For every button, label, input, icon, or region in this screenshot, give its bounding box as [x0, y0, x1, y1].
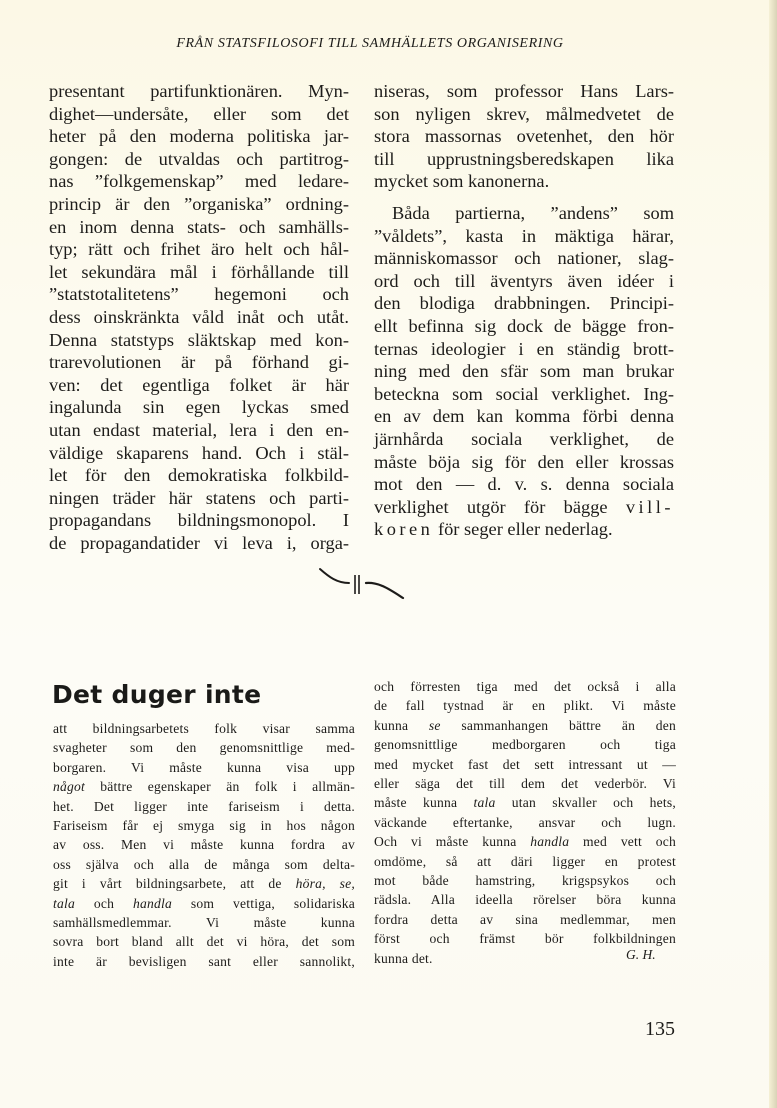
text-line: Fariseism får ej smyga sig in hos någon — [53, 818, 355, 834]
text-line: Båda partierna, ”andens” som — [392, 202, 674, 223]
text-line: omdöme, så att däri ligger en protest — [374, 853, 676, 869]
author-signature: G. H. — [626, 947, 656, 962]
article-headline: Det duger inte — [52, 680, 262, 709]
text-line: Denna statstyps släktskap med kon- — [49, 329, 349, 350]
text-line: en av dem kan komma förbi denna — [374, 406, 674, 427]
text-line: dess oinskränkta våld inåt och utåt. — [49, 306, 349, 327]
text-line: gongen: de utvaldas och partitrog- — [49, 148, 349, 169]
text-line: het. Det ligger inte fariseism i detta. — [53, 798, 355, 814]
text-line: den blodiga drabbningen. Principi- — [374, 293, 674, 314]
text-line: let sekundära mål i förhållande till — [49, 261, 349, 282]
text-line: verklighet utgör för bägge vill- — [374, 496, 674, 517]
text-line: ingalunda sin egen lyckas smed — [49, 397, 349, 418]
text-line: son nyligen skrev, målmedvetet de — [374, 103, 674, 124]
text-line: av oss. Men vi måste kunna fordra av — [53, 837, 355, 853]
text-line: först och främst bör folkbildningen — [374, 931, 676, 947]
text-line: måste böja sig för den eller krossas — [374, 451, 674, 472]
text-line: kunna se sammanhangen bättre än den — [374, 717, 676, 733]
text-line: mot den — d. v. s. denna sociala — [374, 474, 674, 495]
text-line: let för den demokratiska folkbild- — [49, 465, 349, 486]
spaced-emphasis: vill- — [625, 496, 674, 517]
text-line: de fall tystnad är en plikt. Vi måste — [374, 698, 676, 714]
spaced-emphasis: koren — [374, 519, 434, 540]
text-line: utan endast material, lera i den en- — [49, 419, 349, 440]
text-line: niseras, som professor Hans Lars- — [374, 81, 674, 101]
text-line: princip är den ”organiska” ordning- — [49, 193, 349, 214]
text-line: git i vårt bildningsarbete, att de höra, se, — [53, 876, 355, 892]
text-line: samhällsmedlemmar. Vi måste kunna — [53, 915, 355, 931]
section-divider-ornament-icon — [315, 563, 410, 603]
page-number: 135 — [645, 1018, 675, 1040]
text-line: ”statstotalitetens” hegemoni och — [49, 284, 349, 305]
text-line: ningen träder här statens och parti- — [49, 487, 349, 508]
text-line: ternas ideologier i en ständig brott- — [374, 338, 674, 359]
text-line: mycket som kanonerna. — [374, 171, 550, 192]
text-line: med mycket fast det sett intressant ut — — [374, 756, 676, 772]
text-line: sovra bort bland allt det vi höra, det som — [53, 934, 355, 950]
text-line: beteckna som social verklighet. Ing- — [374, 383, 674, 404]
text-line: till upprustningsberedskapen lika — [374, 148, 674, 169]
text-line: nas ”folkgemenskap” med ledare- — [49, 171, 349, 192]
article-left-column — [53, 719, 355, 971]
text-line: rädsla. Alla ideella rörelser böra kunna — [374, 892, 676, 908]
upper-left-column — [49, 80, 349, 554]
upper-right-column — [374, 80, 674, 541]
text-line: väckande eftertanke, ansvar och lugn. — [374, 814, 676, 830]
text-line: ellt befinna sig dock de bägge fron- — [374, 315, 674, 336]
text-line: svagheter som den genomsnittlige med- — [53, 740, 355, 756]
text-line: ”våldets”, kasta in mäktiga härar, — [374, 225, 674, 246]
text-line: trarevolutionen är på förhand gi- — [49, 352, 349, 373]
text-line: järnhårda sociala verklighet, de — [374, 428, 674, 449]
text-line: inte är bevisligen sant eller sannolikt, — [53, 953, 355, 969]
text-line: måste kunna tala utan skvaller och hets, — [374, 795, 676, 811]
text-line: typ; rätt och frihet äro helt och hål- — [49, 239, 349, 260]
article-right-column — [374, 677, 676, 968]
text-line: en inom denna stats- och samhälls- — [49, 216, 349, 237]
text-line: fordra detta av sina medlemmar, men — [374, 911, 676, 927]
text-line: Och vi måste kunna handla med vett och — [374, 834, 677, 850]
text-line: ning med den sfär som man brukar — [374, 361, 674, 382]
text-line: något bättre egenskaper än folk i allmän- — [53, 779, 355, 795]
text-line: människomassor och nationer, slag- — [374, 248, 674, 269]
text-line: de propagandatider vi leva i, orga- — [49, 532, 349, 553]
text-line: kunna det. — [374, 950, 433, 966]
paragraph-gap — [374, 193, 674, 202]
running-head: FRÅN STATSFILOSOFI TILL SAMHÄLLETS ORGANISERING — [176, 36, 564, 51]
page-edge — [769, 0, 777, 1108]
text-line: eller säga det till dem det vederbör. Vi — [374, 776, 676, 792]
text-line: genomsnittlige medborgaren och tiga — [374, 737, 676, 753]
text-line: heter på den moderna politiska jar- — [49, 126, 349, 147]
text-line: ord och till äventyrs även idéer i — [374, 270, 674, 291]
text-line: borgaren. Vi måste kunna visa upp — [53, 759, 355, 775]
text-line: oss själva och alla de många som delta- — [53, 856, 355, 872]
text-line: väldige skaparens hand. Och i stäl- — [49, 442, 349, 463]
text-line: presentant partifunktionären. Myn- — [49, 81, 349, 101]
text-line: stora massornas ovetenhet, den hör — [374, 126, 674, 147]
text-line: ven: det egentliga folket är här — [49, 374, 349, 395]
text-line: tala och handla som vettiga, solidariska — [53, 895, 355, 911]
text-line: propagandans bildningsmonopol. I — [49, 510, 349, 531]
text-line: mot både hamstring, krigspsykos och — [374, 873, 676, 889]
text-line: dighet—undersåte, eller som det — [49, 103, 349, 124]
text-line: och förresten tiga med det också i alla — [374, 679, 676, 694]
text-line: att bildningsarbetets folk visar samma — [53, 721, 355, 736]
text-line: koren för seger eller nederlag. — [374, 519, 613, 540]
